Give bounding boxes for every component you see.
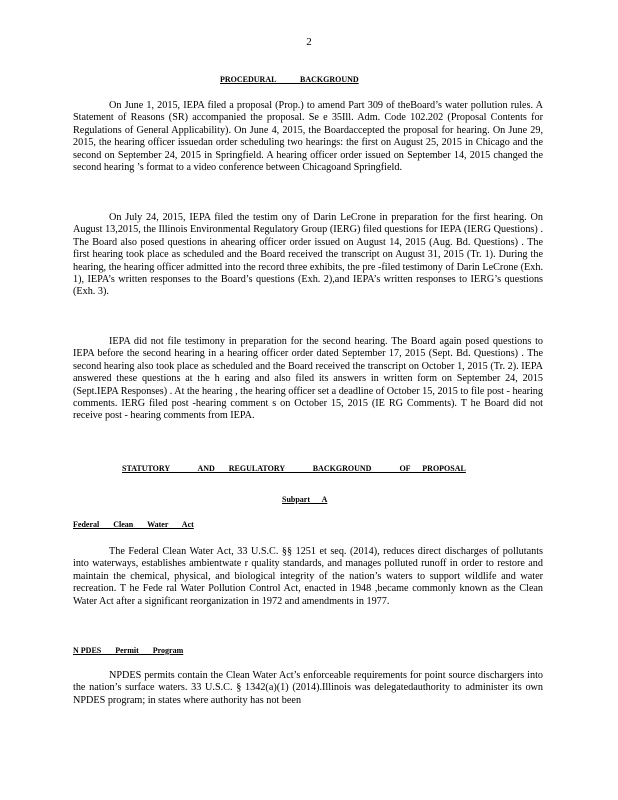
page-number: 2 xyxy=(306,36,312,48)
heading-subpart-a: Subpart A xyxy=(282,495,328,504)
paragraph-proposal-filing: On June 1, 2015, IEPA filed a proposal (Prop.) to amend Part 309 of theBoard’s water pollution rules. A Statement of Reasons (SR) accompanied the proposal. Se e 35Ill. Adm. Code 102.202 (Proposal Contents for Regulations of General Applicability). On June 4, 2015, the Boardaccepted the proposal for hearing. On June 29, 2015, the hearing officer issuedan order scheduling two hearings: the first on August 25, 2015 in Chicago and the second on September 24, 2015 in Springfield. A hearing officer order issued on September 14, 2015 changed the second hearing ’s format to a video conference between Chicagoand Springfield. xyxy=(73,100,543,174)
paragraph-npdes-permits: NPDES permits contain the Clean Water Act’s enforceable requirements for point source dischargers into the nation’s surface waters. 33 U.S.C. § 1342(a)(1) (2014).Illinois was delegatedauthority to administer its own NPDES program; in states where authority has not been xyxy=(73,670,543,706)
heading-federal-clean-water-act: Federal Clean Water Act xyxy=(73,520,194,529)
heading-procedural-background: PROCEDURAL BACKGROUND xyxy=(220,75,359,84)
heading-npdes-permit-program: N PDES Permit Program xyxy=(73,646,184,655)
paragraph-first-hearing: On July 24, 2015, IEPA filed the testim ony of Darin LeCrone in preparation for the first hearing. On August 13,2015, the Illinois Environmental Regulatory Group (IERG) filed questions for IEPA (IERG Questions) . The Board also posed questions in ahearing officer order issued on August 14, 2015 (Aug. Bd. Questions) . The first hearing took place as scheduled and the Board received the transcript on August 31, 2015 (Tr. 1). During the hearing, the hearing officer admitted into the record three exhibits, the pre -filed testimony of Darin LeCrone (Exh. 1), IEPA’s written responses to the Board’s questions (Exh. 2),and IEPA’s written responses to IERG’s questions (Exh. 3). xyxy=(73,212,543,298)
paragraph-second-hearing: IEPA did not file testimony in preparation for the second hearing. The Board again posed questions to IEPA before the second hearing in a hearing officer order dated September 17, 2015 (Sept. Bd. Questions) . The second hearing also took place as scheduled and the Board received the transcript on October 1, 2015 (Tr. 2). IEPA answered these questions at the h earing and also filed its answers in written form on September 24, 2015 (Sept.IEPA Responses) . At the hearing , the hearing officer set a deadline of October 15, 2015 to file post - hearing comments. IERG filed post -hearing comment s on October 15, 2015 (IE RG Comments). T he Board did not receive post - hearing comments from IEPA. xyxy=(73,336,543,422)
paragraph-federal-clean-water-act: The Federal Clean Water Act, 33 U.S.C. §§ 1251 et seq. (2014), reduces direct discharges of pollutants into waterways, establishes ambientwate r quality standards, and manages polluted runoff in order to restore and maintain the chemical, physical, and biological integrity of the nation’s waters to support wildlife and water recreation. T he Fede ral Water Pollution Control Act, enacted in 1948 ,became commonly known as the Clean Water Act after a significant reorganization in 1972 and amendments in 1977. xyxy=(73,546,543,607)
heading-statutory-regulatory-background: STATUTORY AND REGULATORY BACKGROUND OF PROPOSAL xyxy=(122,464,466,473)
